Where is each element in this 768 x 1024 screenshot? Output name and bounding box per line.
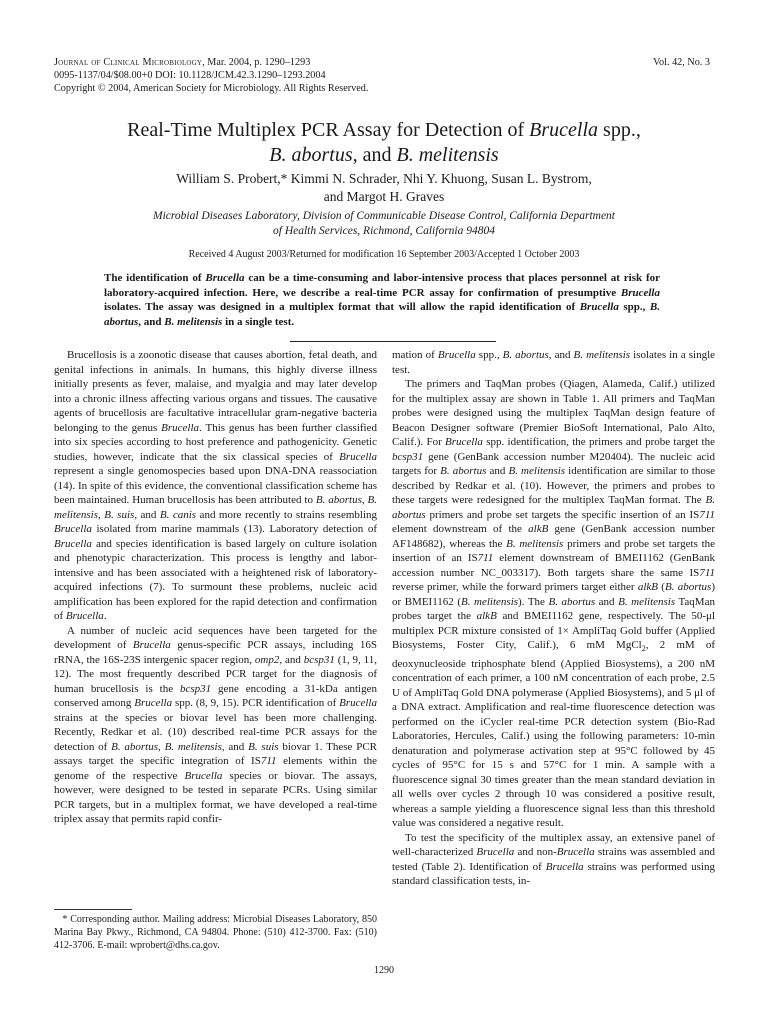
paper-title bbox=[40, 118, 728, 168]
received-dates: Received 4 August 2003/Returned for modification 16 September 2003/Accepted 1 October 2003 bbox=[188, 249, 580, 260]
paragraph-intro: Brucellosis is a zoonotic disease that causes abortion, fetal death, and genital infections in animals. In humans, this highly diverse illness initially presents as fever, malaise, and myalgia and may later develop into a chronic illness affecting various organs and tissues. The causative agents of brucellosis are facultative intracellular gram-negative bacteria belonging to the genus Brucella. This genus has been further classified into six species according to host preference and pathogenicity. Genetic studies, however, indicate that the six classical species of Brucella represent a single genomospecies based upon DNA-DNA reassociation (14). In spite of this evidence, the conventional classification scheme has been maintained. Human brucellosis has been attributed to B. abortus, B. melitensis, B. suis, and B. canis and more recently to strains resembling Brucella isolated from marine mammals (13). Laboratory detection of Brucella and species identification is based largely on culture isolation and phenotypic characterization. This process is lengthy and labor-intensive and has been associated with a heightened risk of laboratory-acquired infections (7). To surmount these problems, nucleic acid amplification has been explored for the rapid detection and confirmation of Brucella. bbox=[54, 349, 378, 622]
abstract: The identification of Brucella can be a time-consuming and labor-intensive process that places personnel at risk for laboratory-acquired infection. Here, we describe a real-time PCR assay for confirmation of presumptive Brucella isolates. The assay was designed in a multiplex format that will allow the rapid identification of Brucella spp., B. abortus, and B. melitensis in a single test. bbox=[104, 272, 660, 328]
paragraph-continued: mation of Brucella spp., B. abortus, and B. melitensis isolates in a single test. bbox=[392, 349, 716, 376]
body-column-right bbox=[392, 348, 715, 889]
title-conjunction: , and bbox=[352, 144, 397, 166]
affiliation-line-2: of Health Services, Richmond, California 94804 bbox=[273, 224, 495, 237]
corresponding-author-footnote: * Corresponding author. Mailing address: Microbial Diseases Laboratory, 850 Marina Bay Pkwy., Richmond, CA 94804. Phone: (510) 412-3700. Fax: (510) 412-3706. E-mail: wprobert@dhs.ca.gov. bbox=[54, 914, 377, 951]
copyright: Copyright © 2004, American Society for Microbiology. All Rights Reserved. bbox=[54, 83, 369, 94]
title-text-end: spp., bbox=[598, 119, 641, 141]
authors-line-2: and Margot H. Graves bbox=[323, 189, 445, 204]
footnote-divider bbox=[54, 909, 132, 910]
page-number: 1290 bbox=[374, 965, 394, 976]
journal-name: Journal of Clinical Microbiology bbox=[54, 57, 203, 68]
paragraph-methods: The primers and TaqMan probes (Qiagen, Alameda, Calif.) utilized for the multiplex assay are shown in Table 1. All primers and TaqMan probes were designed using the multiplex TaqMan design feature of Beacon Designer software (Premier BioSoft International, Palo Alto, Calif.). For Brucella spp. identification, the primers and probe target the bcsp31 gene (GenBank accession number M20404). The nucleic acid targets for B. abortus and B. melitensis identification are similar to those described by Redkar et al. (10). However, the primers and probes to these targets were redesigned for the multiplex TaqMan format. The B. abortus primers and probe set targets the specific insertion of an IS711 element downstream of the alkB gene (GenBank accession number AF148682), whereas the B. melitensis primers and probe set targets the insertion of an IS711 element downstream of BMEI1162 (GenBank accession number NC_003317). Both targets share the same IS711 reverse primer, while the forward primers target either alkB (B. abortus) or BMEI1162 (B. melitensis). The B. abortus and B. melitensis TaqMan probes target the alkB and BMEI1162 gene, respectively. The 50-μl multiplex PCR mixture consisted of 1× AmpliTaq Gold buffer (Applied Biosystems, Foster City, Calif.), 6 mM MgCl$_2$, 2 mM of deoxynucleoside triphosphate blend (Applied Biosystems), a 200 nM concentration of each primer, a 100 nM concentration of each probe, 2.5 U of AmpliTaq Gold DNA polymerase (Applied Biosystems), and 5 μl of a DNA extract. Amplification and real-time fluorescence detection was performed on the iCycler real-time PCR detection system (Bio-Rad Laboratories, Hercules, Calif.) using the following parameters: 10-min denaturation and polymerase activation step at 95°C followed by 45 cycles of 95°C for 15 s and 57°C for 1 min. A sample with a fluorescence signal 30 times greater than the mean standard deviation in all wells over cycles 2 through 10 was considered a positive result, whereas a sample yielding a fluorescence signal less than this threshold value was considered a negative result. bbox=[392, 378, 716, 830]
volume-info: Vol. 42, No. 3 bbox=[653, 57, 710, 68]
issue-info: , Mar. 2004, p. 1290–1293 bbox=[202, 57, 311, 68]
journal-header bbox=[54, 56, 574, 95]
authors-line-1: William S. Probert,* Kimmi N. Schrader, Nhi Y. Khuong, Susan L. Bystrom, bbox=[176, 171, 592, 186]
author-list bbox=[80, 170, 688, 206]
title-genus: Brucella bbox=[529, 119, 599, 141]
section-divider bbox=[290, 341, 496, 342]
paragraph-targets: A number of nucleic acid sequences have been targeted for the development of Brucella genus-specific PCR assays, including 16S rRNA, the 16S-23S intergenic spacer region, omp2, and bcsp31 (1, 9, 11, 12). The most frequently described PCR target for the diagnosis of human brucellosis is the bcsp31 gene encoding a 31-kDa antigen conserved among Brucella spp. (8, 9, 15). PCR identification of Brucella strains at the species or biovar level has been more challenging. Recently, Redkar et al. (10) described real-time PCR assays for the detection of B. abortus, B. melitensis, and B. suis biovar 1. These PCR assays target the specific integration of IS711 elements within the genome of the respective Brucella species or biovar. The assays, however, were designed to be tested in separate PCRs. Using similar PCR targets, but in a multiplex format, we have developed a real-time triplex assay that permits rapid confir- bbox=[54, 624, 378, 825]
title-species-abortus: B. abortus bbox=[269, 144, 353, 166]
title-text: Real-Time Multiplex PCR Assay for Detection of bbox=[127, 119, 530, 141]
affiliation-line-1: Microbial Diseases Laboratory, Division of Communicable Disease Control, California Department bbox=[152, 210, 615, 222]
body-column-left bbox=[54, 348, 377, 827]
paragraph-specificity: To test the specificity of the multiplex assay, an extensive panel of well-characterized Brucella and non-Brucella strains was assembled and tested (Table 2). Identification of Brucella strains was performed using standard classification tests, in- bbox=[392, 831, 715, 888]
affiliation bbox=[100, 209, 668, 238]
title-species-melitensis: B. melitensis bbox=[396, 144, 499, 166]
issn-doi: 0095-1137/04/$08.00+0 DOI: 10.1128/JCM.42.3.1290–1293.2004 bbox=[54, 70, 326, 81]
